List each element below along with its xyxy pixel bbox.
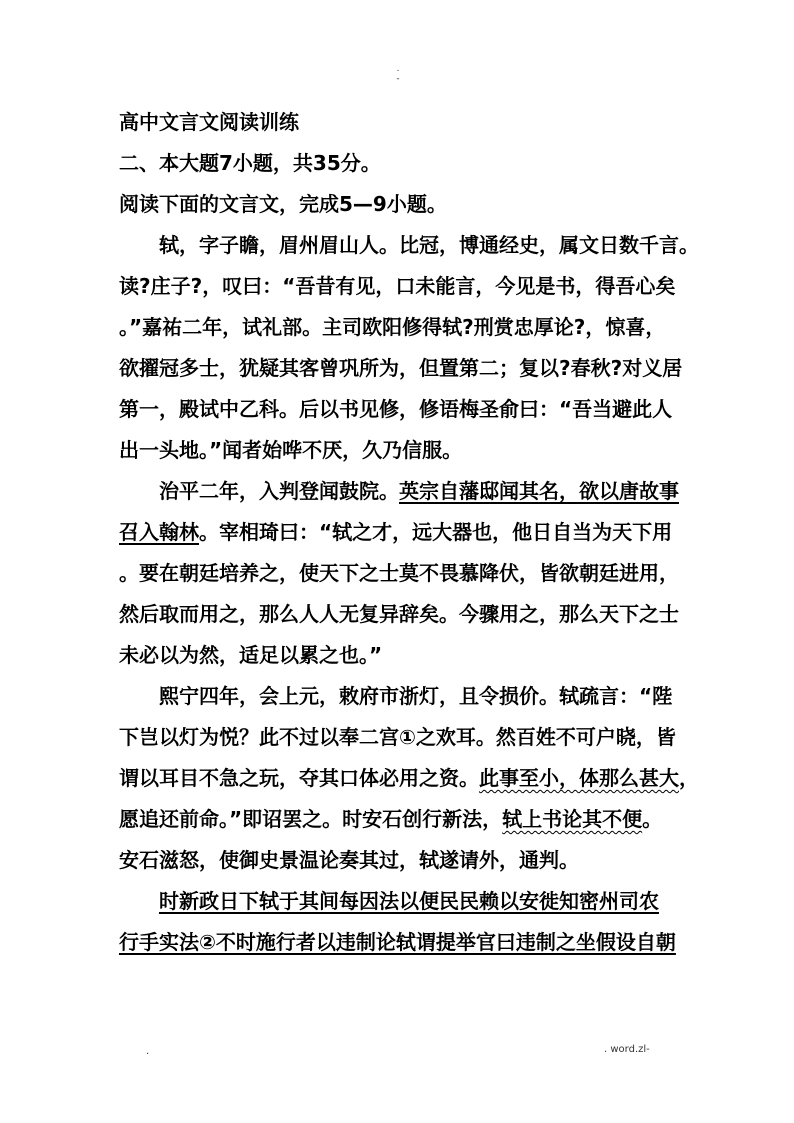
footer-dot: . [146, 1046, 150, 1057]
section-heading: 二、本大题7小题，共35分。 [119, 151, 381, 175]
passage-line: 读?庄子?，叹曰：“吾昔有见，口未能言，今见是书，得吾心矣 [119, 274, 676, 298]
document-body [119, 102, 699, 963]
passage-line: 安石滋怒，使御史景温论奏其过，轼遂请外，通判。 [119, 848, 579, 872]
passage-line: 下岂以灯为悦？此不过以奉二宫①之欢耳。然百姓不可户晓，皆 [119, 725, 676, 749]
underlined-sentence: 英宗自藩邸闻其名，欲以唐故事 [399, 479, 679, 503]
passage-line: 未必以为然，适足以累之也。” [119, 643, 383, 667]
header-mark [394, 64, 402, 84]
passage-line: 然后取而用之，那么人人无复异辞矣。今骤用之，那么天下之士 [119, 602, 679, 626]
passage-line [119, 799, 679, 840]
instruction-line: 阅读下面的文言文，完成5—9小题。 [119, 192, 447, 216]
passage-text: ， [679, 766, 699, 790]
passage-text: 。 [642, 807, 663, 831]
passage-line [119, 512, 679, 553]
header-mark-bottom: - [396, 74, 400, 84]
passage-line: 出一头地。”闻者始哗不厌，久乃信服。 [119, 438, 463, 462]
document-title: 高中文言文阅读训练 [119, 110, 299, 134]
passage-text: 。宰相琦曰：“轼之才，远大器也，他日自当为天下用 [199, 520, 673, 544]
passage-line: 轼，字子瞻，眉州眉山人。比冠，博通经史，属文日数千言。 [159, 233, 699, 257]
passage-line: 。”嘉祐二年，试礼部。主司欧阳修得轼?刑赏忠厚论?，惊喜， [119, 315, 666, 339]
passage-line: 第一，殿试中乙科。后以书见修，修语梅圣俞曰：“吾当避此人 [119, 397, 673, 421]
wavy-underlined-phrase: 轼上书论其不便 [502, 807, 643, 831]
passage-line: 。要在朝廷培养之，使天下之士莫不畏慕降伏，皆欲朝廷进用， [119, 561, 679, 585]
underlined-sentence: 行手实法②不时施行者以违制论轼谓提举官曰违制之坐假设自朝 [119, 930, 676, 954]
header-mark-top: . [396, 64, 400, 74]
passage-text: 谓以耳目不急之玩，夺其口体必用之资。 [119, 766, 479, 790]
footer-text: . word.zl- [604, 1044, 650, 1055]
unpunctuated-passage-line [119, 881, 679, 922]
wavy-underlined-phrase: 此事至小，体那么甚大 [479, 766, 679, 790]
passage-line [119, 758, 699, 799]
underlined-sentence: 召入翰林 [119, 520, 199, 544]
passage-line: 熙宁四年，会上元，敕府市浙灯，且令损价。轼疏言：“陛 [159, 684, 673, 708]
passage-line [119, 471, 679, 512]
passage-text: 治平二年，入判登闻鼓院。 [159, 479, 399, 503]
unpunctuated-passage-line [119, 922, 679, 963]
underlined-sentence: 时新政日下轼于其间每因法以便民民赖以安徙知密州司农 [159, 889, 659, 913]
passage-line: 欲擢冠多士，犹疑其客曾巩所为，但置第二；复以?春秋?对义居 [119, 356, 683, 380]
passage-text: 愿追还前命。”即诏罢之。时安石创行新法， [119, 807, 503, 831]
